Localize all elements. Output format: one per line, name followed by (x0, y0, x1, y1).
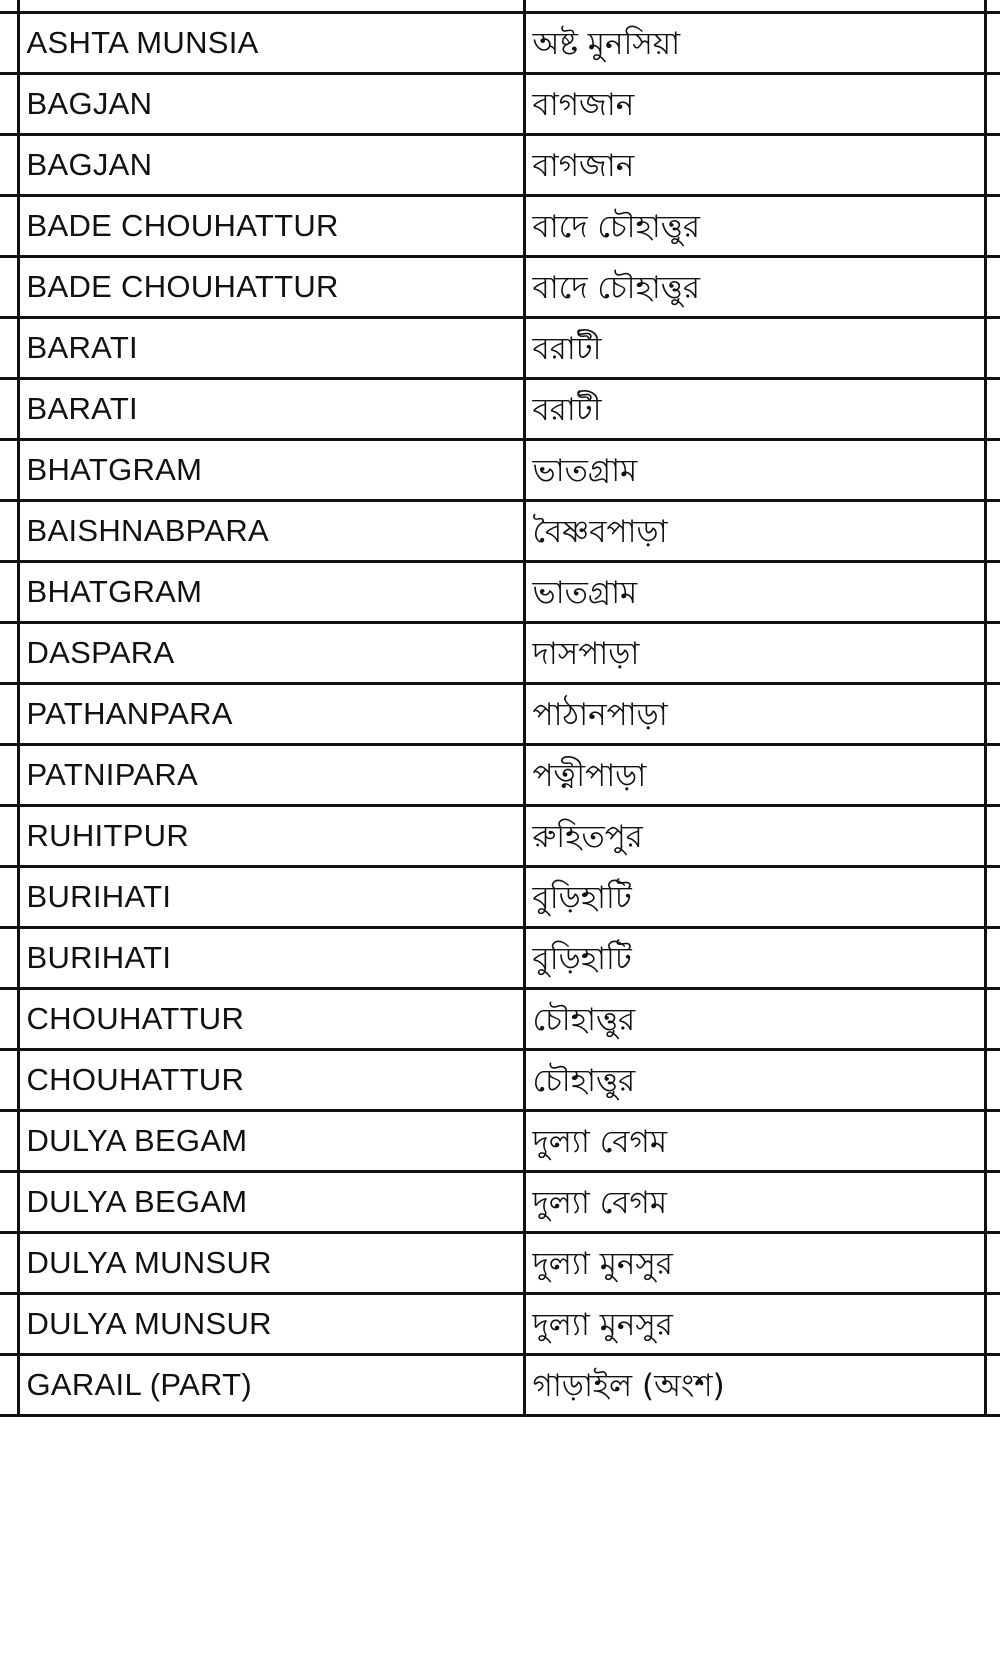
row-right-margin-cell (985, 135, 1000, 196)
bengali-name-cell: বাদে চৌহাত্তুর (524, 257, 985, 318)
row-right-margin-cell (985, 13, 1000, 74)
english-name-cell: CHOUHATTUR (18, 989, 524, 1050)
bengali-name-cell: রুহিতপুর (524, 806, 985, 867)
english-name-cell: ASHTA MUNSIA (18, 13, 524, 74)
english-name-cell: PATHANPARA (18, 684, 524, 745)
row-right-margin-cell (985, 1050, 1000, 1111)
row-right-margin-cell (985, 257, 1000, 318)
bengali-name-cell: বুড়িহাটি (524, 867, 985, 928)
english-name-cell: RUHITPUR (18, 806, 524, 867)
row-left-margin-cell (0, 1355, 18, 1416)
table-row (0, 867, 1000, 928)
row-left-margin-cell (0, 1050, 18, 1111)
table-row (0, 440, 1000, 501)
bengali-name-cell: চৌহাত্তুর (524, 989, 985, 1050)
row-right-margin-cell (985, 745, 1000, 806)
row-right-margin-cell (985, 684, 1000, 745)
table-row (0, 257, 1000, 318)
bengali-name-cell: পাঠানপাড়া (524, 684, 985, 745)
row-left-margin-cell (0, 867, 18, 928)
bengali-name-cell: বাগজান (524, 135, 985, 196)
row-right-margin-cell (985, 1172, 1000, 1233)
bengali-name-cell: বাদে চৌহাত্তুর (524, 196, 985, 257)
bengali-name-cell: বুড়িহাটি (524, 928, 985, 989)
row-left-margin-cell (0, 440, 18, 501)
row-right-margin-cell (985, 196, 1000, 257)
table-row (0, 1050, 1000, 1111)
english-name-cell: DULYA MUNSUR (18, 1294, 524, 1355)
table-row (0, 928, 1000, 989)
bengali-name-cell: দুল্যা মুনসুর (524, 1233, 985, 1294)
row-right-margin-cell (985, 928, 1000, 989)
bengali-name-cell: ভাতগ্রাম (524, 440, 985, 501)
row-left-margin-cell (0, 501, 18, 562)
table-row (0, 501, 1000, 562)
bengali-name-cell: চৌহাত্তুর (524, 1050, 985, 1111)
bengali-name-cell: দাসপাড়া (524, 623, 985, 684)
row-right-margin-cell (985, 379, 1000, 440)
table-row (0, 1233, 1000, 1294)
bengali-name-cell: পত্নীপাড়া (524, 745, 985, 806)
english-name-cell: DASPARA (18, 623, 524, 684)
row-left-margin-cell (0, 623, 18, 684)
table-row (0, 74, 1000, 135)
row-right-margin-cell (985, 1294, 1000, 1355)
row-right-margin-cell (985, 1111, 1000, 1172)
table-row (0, 1294, 1000, 1355)
table-row (0, 623, 1000, 684)
row-left-margin-cell (0, 928, 18, 989)
english-name-cell: DULYA BEGAM (18, 1172, 524, 1233)
row-right-margin-cell (985, 1355, 1000, 1416)
bengali-name-cell: অষ্ট মুনসিয়া (524, 13, 985, 74)
row-left-margin-cell (0, 318, 18, 379)
table-row (0, 379, 1000, 440)
row-left-margin-cell (0, 379, 18, 440)
row-left-margin-cell (0, 13, 18, 74)
bengali-name-cell: বরাটী (524, 379, 985, 440)
table-row-top-partial (0, 0, 1000, 13)
bengali-name-cell: গাড়াইল (অংশ) (524, 1355, 985, 1416)
row-right-margin-cell (985, 989, 1000, 1050)
english-name-cell: BURIHATI (18, 867, 524, 928)
english-name-cell: DULYA BEGAM (18, 1111, 524, 1172)
row-right-margin-cell (985, 806, 1000, 867)
row-left-margin-cell (0, 1111, 18, 1172)
english-name-cell: BHATGRAM (18, 562, 524, 623)
bengali-name-cell: বরাটী (524, 318, 985, 379)
bengali-name-cell: দুল্যা বেগম (524, 1172, 985, 1233)
bengali-name-cell: বৈষ্ণবপাড়া (524, 501, 985, 562)
english-name-cell: BADE CHOUHATTUR (18, 196, 524, 257)
english-name-cell: BAISHNABPARA (18, 501, 524, 562)
row-right-margin-cell (985, 501, 1000, 562)
row-left-margin-cell (0, 257, 18, 318)
row-left-margin-cell (0, 684, 18, 745)
row-right-margin-cell (985, 867, 1000, 928)
english-name-cell: CHOUHATTUR (18, 1050, 524, 1111)
row-right-margin-cell (985, 562, 1000, 623)
row-left-margin-cell (0, 1233, 18, 1294)
english-name-cell: BADE CHOUHATTUR (18, 257, 524, 318)
english-name-cell: GARAIL (PART) (18, 1355, 524, 1416)
bengali-name-cell: বাগজান (524, 74, 985, 135)
row-right-margin-cell (985, 1233, 1000, 1294)
table-row (0, 135, 1000, 196)
row-left-margin-cell (0, 989, 18, 1050)
row-right-margin-cell (985, 623, 1000, 684)
row-right-margin-cell (985, 74, 1000, 135)
english-name-cell: BARATI (18, 318, 524, 379)
row-left-margin-cell (0, 135, 18, 196)
english-name-cell: BURIHATI (18, 928, 524, 989)
row-left-margin-cell (0, 745, 18, 806)
english-name-cell: BHATGRAM (18, 440, 524, 501)
row-left-margin-cell (0, 562, 18, 623)
row-left-margin-cell (0, 806, 18, 867)
row-right-margin-cell (985, 440, 1000, 501)
row-left-margin-cell (0, 196, 18, 257)
english-name-cell: DULYA MUNSUR (18, 1233, 524, 1294)
table-row (0, 562, 1000, 623)
row-left-margin-cell (0, 1172, 18, 1233)
table-row (0, 1355, 1000, 1416)
bengali-name-cell: ভাতগ্রাম (524, 562, 985, 623)
table-row (0, 989, 1000, 1050)
table-row (0, 684, 1000, 745)
english-name-cell: BAGJAN (18, 74, 524, 135)
table-row (0, 806, 1000, 867)
table-row (0, 1172, 1000, 1233)
table-row (0, 318, 1000, 379)
row-right-margin-cell (985, 318, 1000, 379)
table-row (0, 196, 1000, 257)
english-name-cell: BARATI (18, 379, 524, 440)
bengali-name-cell: দুল্যা মুনসুর (524, 1294, 985, 1355)
table-row (0, 1111, 1000, 1172)
row-left-margin-cell (0, 74, 18, 135)
row-left-margin-cell (0, 1294, 18, 1355)
table-row (0, 13, 1000, 74)
english-name-cell: PATNIPARA (18, 745, 524, 806)
english-name-cell: BAGJAN (18, 135, 524, 196)
table-row (0, 745, 1000, 806)
bengali-name-cell: দুল্যা বেগম (524, 1111, 985, 1172)
